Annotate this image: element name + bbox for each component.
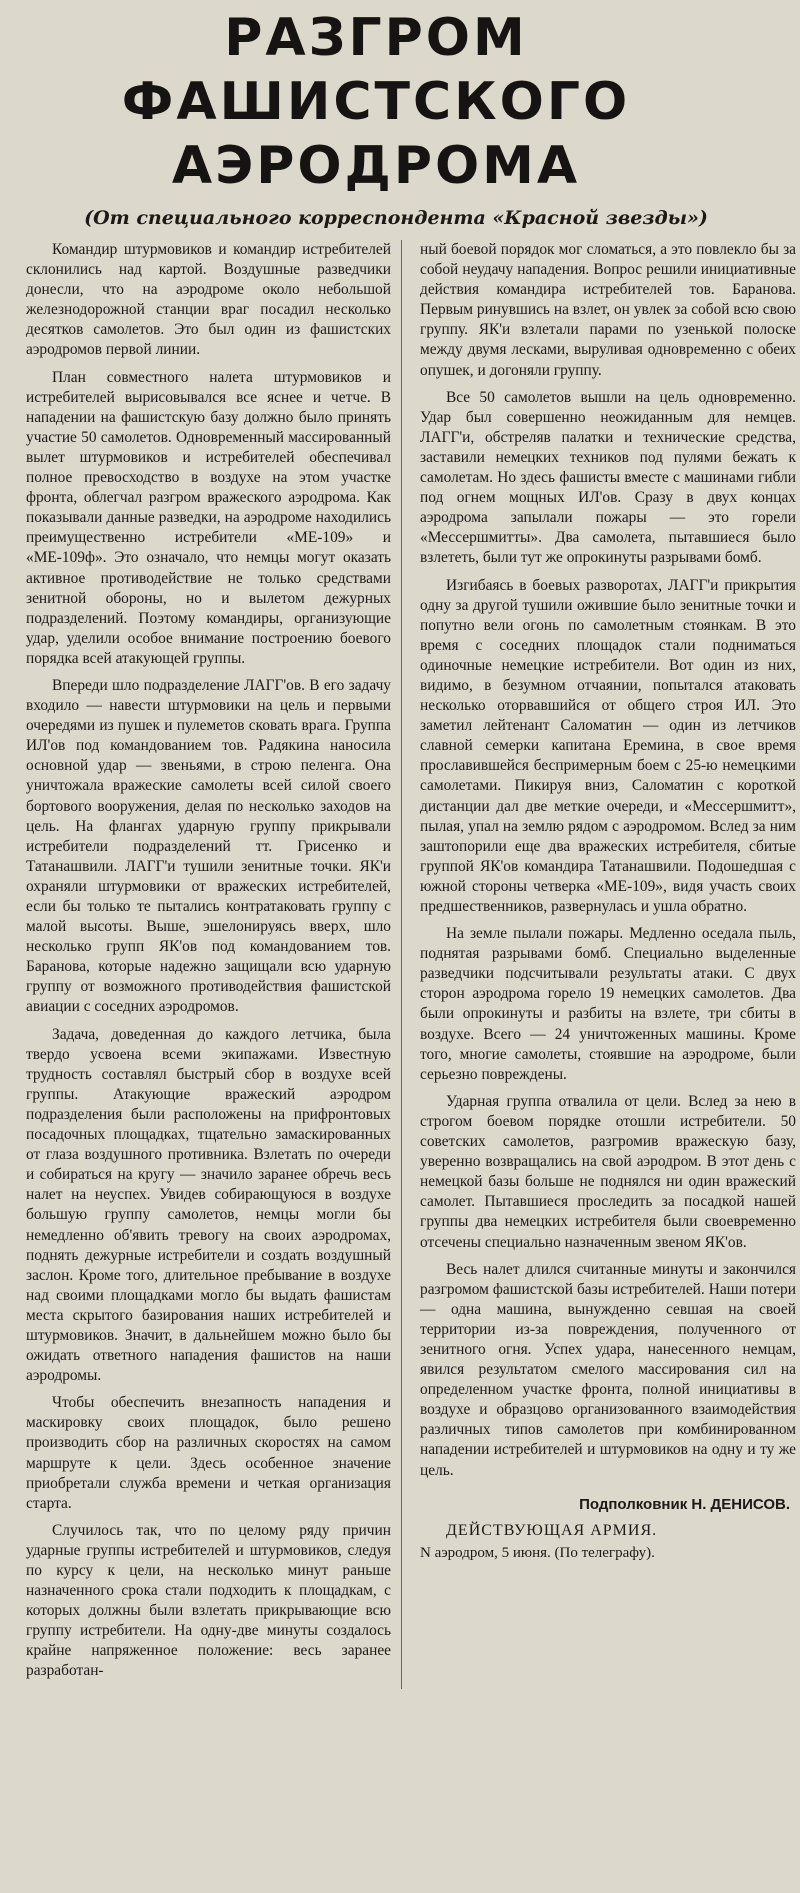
article-body — [26, 240, 796, 1689]
paragraph: Впереди шло подразделение ЛАГГ'ов. В его задачу входило — навести штурмовики на цель и первыми очередями из пушек и пулеметов сковать врага. Группа ИЛ'ов под командованием тов. Радякина наносила основной удар — звеньями, в строю пеленга. Она уничтожала вражеские самолеты всей силой своего бортового вооружения, делая по несколько заходов на цель. На флангах ударную группу прикрывали истребители подразделений тт. Грисенко и Татанашвили. ЛАГГ'и тушили зенитные точки. ЯК'и охраняли штурмовики от вражеских истребителей, если бы только те пытались контратаковать группу с малой высоты. Выше, эшелонируясь вверх, шло несколько групп ЯК'ов под командованием тов. Баранова, которые надежно защищали всю ударную группу от возможного противодействия фашистской авиации с соседних аэродромов. — [26, 676, 391, 1016]
paragraph: ный боевой порядок мог сломаться, а это повлекло бы за собой неудачу нападения. Вопрос решили инициативные действия командира истребителей тов. Баранова. Первым ринувшись на взлет, он увлек за собой всю свою группу. ЯК'и взлетали парами по узенькой полоске между двумя лесками, выруливая одновременно с обеих опушек, и догоняли группу. — [420, 241, 796, 379]
title-line-1: РАЗГРОМ ФАШИСТСКОГО — [121, 8, 631, 132]
paragraph: Задача, доведенная до каждого летчика, была твердо усвоена всеми экипажами. Известную трудность составлял быстрый сбор в воздухе всей группы. Атакующие вражеский аэродром подразделения были расположены на прифронтовых посадочных площадках, тщательно замаскированных от глаза воздушного противника. Взлетать по очереди и собираться на кругу — значило заранее обречь весь налет на неуспех. Увидев собирающуюся в воздухе большую группу самолетов, немцы могли бы немедленно об'явить тревогу на своих аэродромах, поднять дежурные истребители и создать воздушный заслон. Кроме того, длительное пребывание в воздухе над своими площадками могло бы выдать фашистам места скрытого базирования наших истребителей и штурмовиков. Значит, в дальнейшем можно было бы ожидать ответного нападения фашистов на наши аэродромы. — [26, 1025, 391, 1385]
paragraph: Командир штурмовиков и командир истребителей склонились над картой. Воздушные разведчики донесли, что на аэродроме около небольшой железнодорожной станции враг посадил несколько десятков самолетов. Это был один из фашистских аэродромов первой линии. — [26, 241, 391, 359]
dateline-army: ДЕЙСТВУЮЩАЯ АРМИЯ. — [446, 1521, 658, 1539]
left-column — [26, 240, 402, 1689]
author-signature: Подполковник Н. ДЕНИСОВ. — [579, 1495, 790, 1513]
title-line-2: АЭРОДРОМА — [171, 136, 581, 196]
paragraph: План совместного налета штурмовиков и истребителей вырисовывался все яснее и четче. В нападении на фашистскую базу должно было принять участие 50 самолетов. Одновременный массированный вылет штурмовиков и истребителей обеспечивал полное превосходство в воздухе на этом участке фронта, облегчал разгром вражеского аэродрома. Как показывали данные разведки, на аэродроме находились преимущественно истребители «МЕ-109» и «МЕ-109ф». Это означало, что немцы могут оказать активное противодействие не только средствами зенитной обороны, но и вылетом дежурных подразделений. Поэтому командиры, организующие удар, уделили особое внимание построению боевого порядка всей атакующей группы. — [26, 368, 391, 667]
paragraph: Чтобы обеспечить внезапность нападения и маскировку своих площадок, было решено производить сбор на различных скоростях на самом маршруте к цели. Здесь особенное значение приобретали служба времени и четкая организация старта. — [26, 1394, 391, 1512]
paragraph: Случилось так, что по целому ряду причин ударные группы истребителей и штурмовиков, следуя по курсу к цели, на несколько минут раньше назначенного срока стали подходить к площадкам, с которых должны были взлетать прикрывающие всю группу истребители. На одну-две минуты создалось крайне напряженное положение: весь заранее разработан- — [26, 1521, 391, 1680]
article-title — [26, 0, 726, 198]
dateline-place: N аэродром, 5 июня. (По телеграфу). — [420, 1544, 655, 1561]
paragraph: Ударная группа отвалила от цели. Вслед за нею в строгом боевом порядке отошли истребители. 50 советских самолетов, разгромив вражескую базу, уверенно возвращались на свой аэродром. В этот день с немецкой базы больше не поднялся ни один вражеский самолет. Пытавшиеся проследить за посадкой нашей группы два немецких истребителя были своевременно отсечены специально назначенным звеном ЯК'ов. — [420, 1092, 796, 1251]
paragraph: Все 50 самолетов вышли на цель одновременно. Удар был совершенно неожиданным для немцев. ЛАГГ'и, обстреляв палатки и технические средства, заставили немецких техников под пулями бежать к самолетам. Но здесь фашисты вместе с машинами гибли под огнем мощных ИЛ'ов. Сразу в двух концах аэродрома запылали пожары — это горели «Мессершмитты». Два самолета, пытавшиеся было взлететь, были тут же опрокинуты разрывами бомб. — [420, 388, 796, 567]
article-subtitle: (От специального корреспондента «Красной звезды») — [84, 207, 708, 229]
paragraph: Изгибаясь в боевых разворотах, ЛАГГ'и прикрытия одну за другой тушили ожившие было зенитные точки и попутно вели огонь по самолетным стоянкам. В это время с соседних площадок стали подниматься одиночные немецкие истребители. Вот один из них, видимо, в безумном отчаянии, попытался атаковать несколько оторвавшийся от общего строя ИЛ. Это заметил лейтенант Саломатин — один из летчиков славной семерки капитана Еремина, в свое время прославившейся беспримерным боем с 25-ю немецкими самолетами. Пикируя вниз, Саломатин с короткой дистанции дал две меткие очереди, и «Мессершмитт», пылая, упал на землю рядом с аэродромом. Вслед за ним заштопорили еще два вражеских истребителя, сбитые группой ЯК'ов командира Татанашвили. Подошедшая с южной стороны четверка «МЕ-109», видя участь своих предшественников, развернулась и ушла обратно. — [420, 576, 796, 915]
paragraph: Весь налет длился считанные минуты и закончился разгромом фашистской базы истребителей. Наши потери — одна машина, вынужденно севшая на своей территории из-за повреждения, полученного от зенитного огня. Успех удара, нанесенного немцам, явился результатом смелого массирования сил на определенном участке фронта, полной инициативы в воздухе и образцово организованного взаимодействия различных типов самолетов при комбинированном нападении истребителей и штурмовиков на одну и ту же цель. — [420, 1260, 796, 1479]
paragraph: На земле пылали пожары. Медленно оседала пыль, поднятая разрывами бомб. Специально выделенные разведчики подсчитывали результаты атаки. С двух сторон аэродрома горело 19 немецких самолетов. Два были опрокинуты и разбиты на взлете, три сбиты в воздухе. Всего — 24 уничтоженных машины. Кроме того, многие самолеты, стоявшие на аэродроме, были серьезно повреждены. — [420, 925, 796, 1083]
right-column — [420, 240, 796, 1689]
